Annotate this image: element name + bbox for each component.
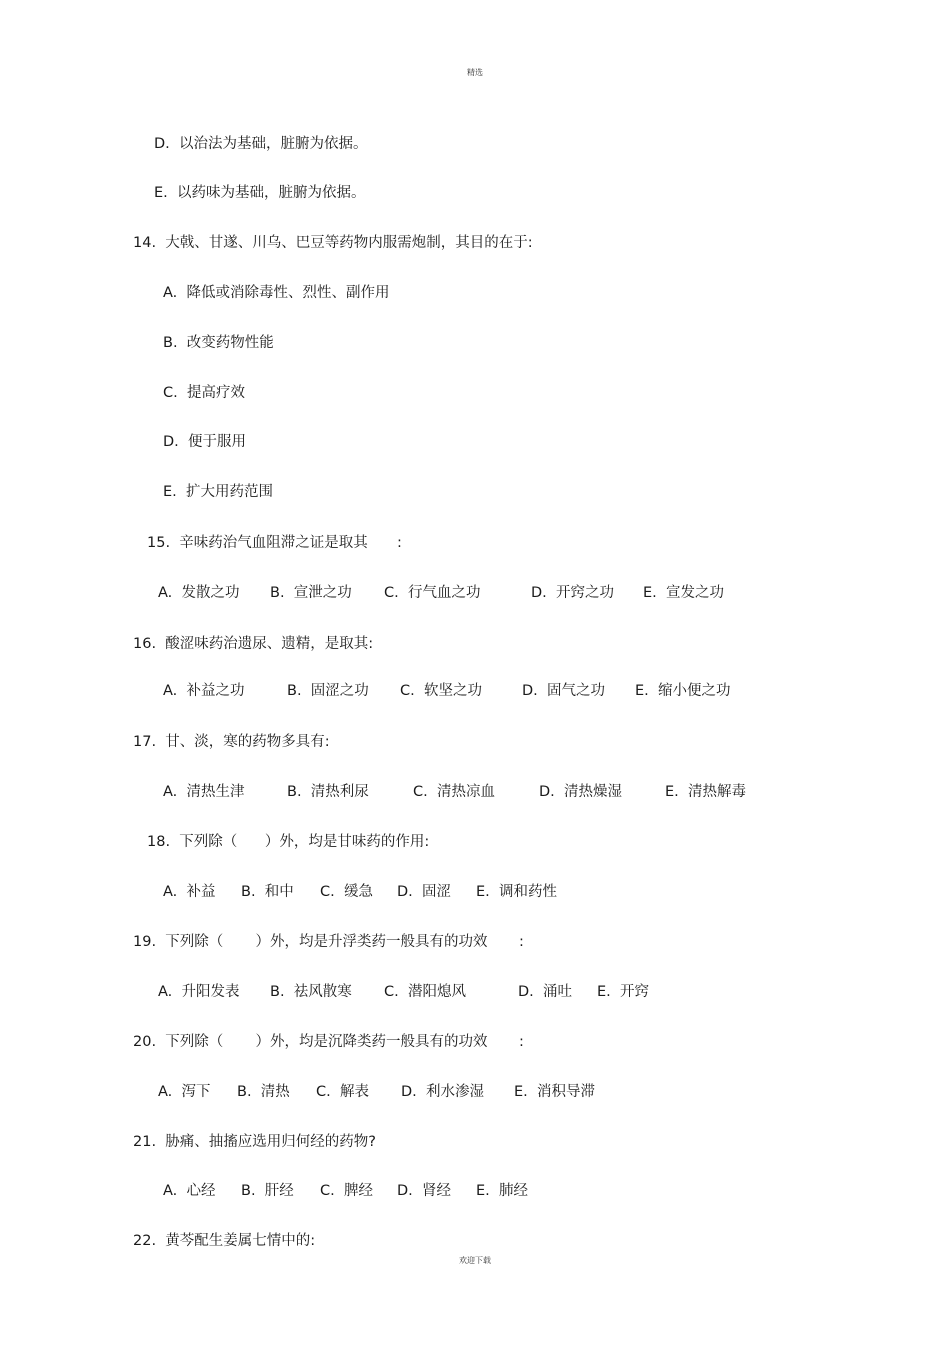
- q13-option-e: E. 以药味为基础，脏腑为依据。: [154, 185, 366, 201]
- page-footer: 欢迎下载: [459, 1256, 491, 1265]
- q19-option-a: A. 升阳发表: [158, 984, 240, 1000]
- page-header: 精选: [467, 68, 483, 77]
- q14-option-a: A. 降低或消除毒性、烈性、副作用: [163, 285, 390, 301]
- q21-option-d: D. 肾经: [397, 1183, 451, 1199]
- q15-option-d: D. 开窍之功: [531, 585, 614, 601]
- q14-stem: 14. 大戟、甘遂、川乌、巴豆等药物内服需炮制，其目的在于:: [133, 235, 533, 251]
- q20-option-a: A. 泻下: [158, 1084, 211, 1100]
- q15-option-c: C. 行气血之功: [384, 585, 481, 601]
- q19-option-c: C. 潜阳熄风: [384, 984, 466, 1000]
- q16-option-b: B. 固涩之功: [287, 683, 369, 699]
- q17-stem: 17. 甘、淡，寒的药物多具有:: [133, 734, 330, 750]
- q13-option-d: D. 以治法为基础，脏腑为依据。: [154, 136, 368, 152]
- q16-stem: 16. 酸涩味药治遗尿、遗精，是取其:: [133, 636, 374, 652]
- q18-stem: 18. 下列除（ ）外，均是甘味药的作用:: [147, 834, 430, 850]
- q14-option-d: D. 便于服用: [163, 434, 246, 450]
- q15-option-b: B. 宣泄之功: [270, 585, 352, 601]
- q15-option-a: A. 发散之功: [158, 585, 240, 601]
- q18-option-b: B. 和中: [241, 884, 294, 900]
- q19-option-b: B. 祛风散寒: [270, 984, 352, 1000]
- q19-colon: :: [519, 934, 524, 950]
- q20-option-c: C. 解表: [316, 1084, 369, 1100]
- q20-stem: 20. 下列除（ ）外，均是沉降类药一般具有的功效: [133, 1034, 488, 1050]
- q22-stem: 22. 黄芩配生姜属七情中的:: [133, 1233, 316, 1249]
- q17-option-c: C. 清热凉血: [413, 784, 495, 800]
- q17-option-d: D. 清热燥湿: [539, 784, 622, 800]
- q16-option-c: C. 软坚之功: [400, 683, 482, 699]
- q14-option-b: B. 改变药物性能: [163, 335, 274, 351]
- q15-colon: :: [397, 535, 402, 551]
- q18-option-d: D. 固涩: [397, 884, 451, 900]
- q19-option-d: D. 涌吐: [518, 984, 572, 1000]
- q15-option-e: E. 宣发之功: [643, 585, 724, 601]
- q18-option-a: A. 补益: [163, 884, 216, 900]
- q17-option-b: B. 清热利尿: [287, 784, 369, 800]
- q21-stem: 21. 胁痛、抽搐应选用归何经的药物?: [133, 1134, 376, 1150]
- q21-option-b: B. 肝经: [241, 1183, 294, 1199]
- q20-option-d: D. 利水渗湿: [401, 1084, 484, 1100]
- q21-option-c: C. 脾经: [320, 1183, 373, 1199]
- q17-option-e: E. 清热解毒: [665, 784, 746, 800]
- q20-option-e: E. 消积导滞: [514, 1084, 595, 1100]
- q18-option-e: E. 调和药性: [476, 884, 557, 900]
- q21-option-e: E. 肺经: [476, 1183, 528, 1199]
- q19-option-e: E. 开窍: [597, 984, 649, 1000]
- q16-option-a: A. 补益之功: [163, 683, 245, 699]
- q20-colon: :: [519, 1034, 524, 1050]
- q20-option-b: B. 清热: [237, 1084, 290, 1100]
- q16-option-e: E. 缩小便之功: [635, 683, 731, 699]
- q15-stem: 15. 辛味药治气血阻滞之证是取其: [147, 535, 368, 551]
- q14-option-c: C. 提高疗效: [163, 385, 245, 401]
- q16-option-d: D. 固气之功: [522, 683, 605, 699]
- q14-option-e: E. 扩大用药范围: [163, 484, 273, 500]
- q21-option-a: A. 心经: [163, 1183, 216, 1199]
- q18-option-c: C. 缓急: [320, 884, 373, 900]
- q19-stem: 19. 下列除（ ）外，均是升浮类药一般具有的功效: [133, 934, 488, 950]
- q17-option-a: A. 清热生津: [163, 784, 245, 800]
